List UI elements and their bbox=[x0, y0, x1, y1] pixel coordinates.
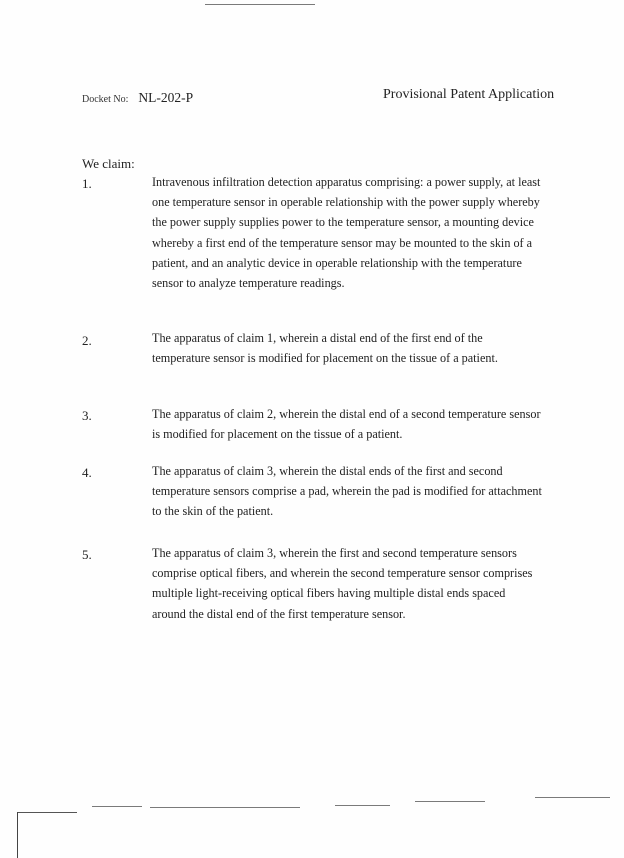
claim-text: The apparatus of claim 3, wherein the distal ends of the first and second temperature sensors comprise a pad, wherein the pad is modified for attachment to the skin of the patient. bbox=[152, 464, 542, 519]
bottom-scan-line bbox=[150, 807, 300, 808]
claim-number: 3. bbox=[82, 408, 92, 423]
corner-rule bbox=[17, 812, 77, 813]
top-scan-line bbox=[205, 4, 315, 5]
bottom-scan-line bbox=[535, 797, 610, 798]
docket-header bbox=[82, 89, 193, 107]
claim-number: 4. bbox=[82, 465, 92, 480]
claim-number: 5. bbox=[82, 547, 92, 562]
claim-number: 2. bbox=[82, 333, 92, 348]
claim-text: The apparatus of claim 2, wherein the distal end of a second temperature sensor is modified for placement on the tissue of a patient. bbox=[152, 407, 541, 442]
docket-label: Docket No: bbox=[82, 94, 129, 105]
bottom-scan-line bbox=[335, 805, 390, 806]
docket-number: NL-202-P bbox=[138, 90, 194, 105]
document-type-title: Provisional Patent Application bbox=[383, 87, 555, 102]
bottom-scan-line bbox=[92, 806, 142, 807]
claim-number: 1. bbox=[82, 176, 92, 191]
bottom-scan-line bbox=[415, 801, 485, 802]
claim-text: Intravenous infiltration detection apparatus comprising: a power supply, at least one temperature sensor in operable relationship with the power supply whereby the power supply supplies power to the temperature sensor, a mounting device whereby a first end of the temperature sensor may be mounted to the skin of a patient, and an analytic device in operable relationship with the temperature sensor to analyze temperature readings. bbox=[152, 175, 541, 291]
claim-text: The apparatus of claim 1, wherein a distal end of the first end of the temperature sensor is modified for placement on the tissue of a patient. bbox=[152, 331, 498, 366]
claims-intro: We claim: bbox=[82, 156, 135, 171]
claim-text: The apparatus of claim 3, wherein the first and second temperature sensors comprise optical fibers, and wherein the second temperature sensor comprises multiple light-receiving optical fibers having multiple distal ends spaced around the distal end of the first temperature sensor. bbox=[152, 546, 533, 621]
corner-rule-vertical bbox=[17, 812, 18, 858]
